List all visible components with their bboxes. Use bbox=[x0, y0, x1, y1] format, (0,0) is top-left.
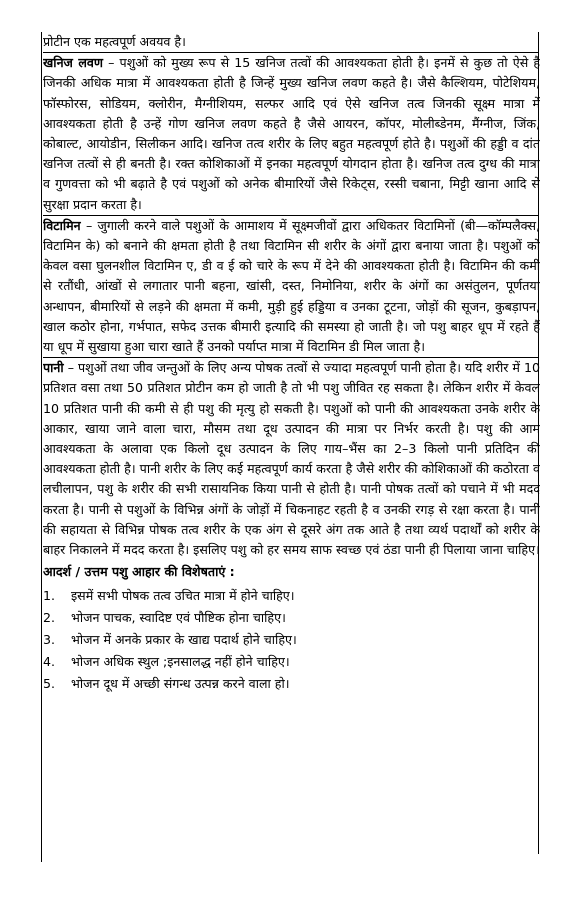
frame-left-border bbox=[41, 32, 42, 862]
list-number: 5. bbox=[43, 676, 56, 692]
section-text: – जुगाली करने वाले पशुओं के आमाशय में सूक्ष्मजीवों द्वारा अधिकतर विटामिनों (बी—कॉम्पलैक्स, विटामिन के) को बनाने की क्षमता होती है तथा विटामिन सी शरीर के अंगों द्वारा बनाया जाता है। पशुओं को केवल वसा घुलनशील विटामिन ए, डी व ई को चारे के रूप में देने की आवश्यकता होती है। विटामिन की कमी से रतौंधी, आंखों से लगातार पानी बहना, खांसी, दस्त, निमोनिया, शरीर के अंगों का असंतुलन, पूर्णतया अन्धापन, बीमारियों से लड़ने की क्षमता में कमी, मुड़ी हुई हड्डिया व उनका टूटना, जोड़ों की सूजन, कुबड़ापन, खाल कठोर होना, गर्भपात, सफेद उत्तक बीमारी इत्यादि की समस्या हो जाती है। जो पशु बाहर धूप में रहते हैं या धूप में सुखाया हुआ चारा खाते हैं उनको पर्याप्त मात्रा में विटामिन डी मिल जाता है। bbox=[43, 217, 540, 355]
list-number: 2. bbox=[43, 610, 56, 626]
section-minerals bbox=[43, 53, 540, 215]
section-heading: विटामिन bbox=[43, 217, 81, 233]
section-text: – पशुओं को मुख्य रूप से 15 खनिज तत्वों की आवश्यकता होती है। इनमें से कुछ तो ऐसे है जिनकी अधिक मात्रा में आवश्यकता होती है जिन्हें मुख्य खनिज लवण कहते है। जैसे कैल्शियम, पोटेशियम, फॉस्फोरस, सोडियम, क्लोरीन, मैग्नीशियम, सल्फर आदि एवं ऐसे खनिज तत्व जिनकी सूक्ष्म मात्रा में आवश्यकता होती है उन्हें गोण खनिज लवण कहते है जैसे आयरन, कॉपर, मोलीब्डेनम, मैंग्नीज, जिंक, कोबाल्ट, आयोडीन, सिलीकन आदि। खनिज तत्व शरीर के लिए बहुत महत्वपूर्ण होते है। पशुओं की हड्डी व दांत खनिज तत्वों से ही बनती है। रक्त कोशिकाओं में इनका महत्वपूर्ण योगदान होता है। खनिज तत्व दुग्ध की मात्रा व गुणवत्ता को भी बढ़ाते है एवं पशुओं को अनेक बीमारियों जैसे रिकेट्स, रस्सी चबाना, मिट्टी खाना आदि से सुरक्षा प्रदान करता है। bbox=[43, 55, 540, 212]
section-vitamins bbox=[43, 216, 540, 357]
list-text: भोजन में अनके प्रकार के खाद्य पदार्थ होने चाहिए। bbox=[71, 632, 297, 648]
list-text: भोजन अधिक स्थुल ;इनसालद्ध नहीं होने चाहिए। bbox=[71, 654, 290, 670]
list-item bbox=[43, 585, 540, 607]
section-heading: खनिज लवण bbox=[43, 55, 104, 71]
section-text: – पशुओं तथा जीव जन्तुओं के लिए अन्य पोषक तत्वों से ज्यादा महत्वपूर्ण पानी होता है। यदि शरीर में 10 प्रतिशत वसा तथा 50 प्रतिशत प्रोटीन कम हो जाती है तो भी पशु जीवित रह सकता है। लेकिन शरीर में केवल 10 प्रतिशत पानी की कमी से ही पशु की मृत्यु हो सकती है। पशुओं को पानी की आवश्यकता उनके शरीर के आकार, खाया जाने वाला चारा, मौसम तथा दूध उत्पादन की मात्रा पर निर्भर करती है। पशु की आम आवश्यकता के अलावा एक किलो दूध उत्पादन के लिए गाय–भैंस का 2–3 किलो पानी प्रतिदिन की आवश्यकता होती है। पानी शरीर के लिए कई महत्वपूर्ण कार्य करता है जैसे शरीर की कोशिकाओं की कठोरता व लचीलापन, पशु के शरीर की सभी रासायनिक किया पानी से होती है। पानी पोषक तत्वों को पचाने में भी मदद करता है। पानी से पशुओं के विभिन्न अंगों के जोड़ों में चिकनाहट रहती है व उनकी रगड़ से रक्षा करता है। पानी की सहायता से विभिन्न पोषक तत्व शरीर के एक अंग से दूसरे अंग तक आते है तथा व्यर्थ पदार्थों को शरीर के बाहर निकालने में मदद करता है। इसलिए पशु को हर समय साफ स्वच्छ एवं ठंडा पानी ही पिलाया जाना चाहिए। bbox=[43, 360, 540, 558]
list-item bbox=[43, 629, 540, 651]
list-number: 1. bbox=[43, 588, 56, 604]
section-heading: पानी bbox=[43, 360, 64, 376]
list-number: 3. bbox=[43, 632, 56, 648]
list-number: 4. bbox=[43, 654, 56, 670]
features-list bbox=[43, 585, 540, 695]
list-item bbox=[43, 607, 540, 629]
list-item bbox=[43, 651, 540, 673]
list-item bbox=[43, 673, 540, 695]
list-text: इसमें सभी पोषक तत्व उचित मात्रा में होने चाहिए। bbox=[71, 588, 295, 604]
document-page bbox=[43, 32, 540, 862]
intro-line: प्रोटीन एक महत्वपूर्ण अवयव है। bbox=[43, 34, 186, 49]
section-water bbox=[43, 358, 540, 560]
features-heading: आदर्श / उत्तम पशु आहार की विशेषताएं : bbox=[43, 564, 235, 580]
list-text: भोजन दूध में अच्छी संगन्ध उत्पन्न करने वाला हो। bbox=[71, 676, 290, 692]
list-text: भोजन पाचक, स्वादिष्ट एवं पौष्टिक होना चाहिए। bbox=[71, 610, 286, 626]
